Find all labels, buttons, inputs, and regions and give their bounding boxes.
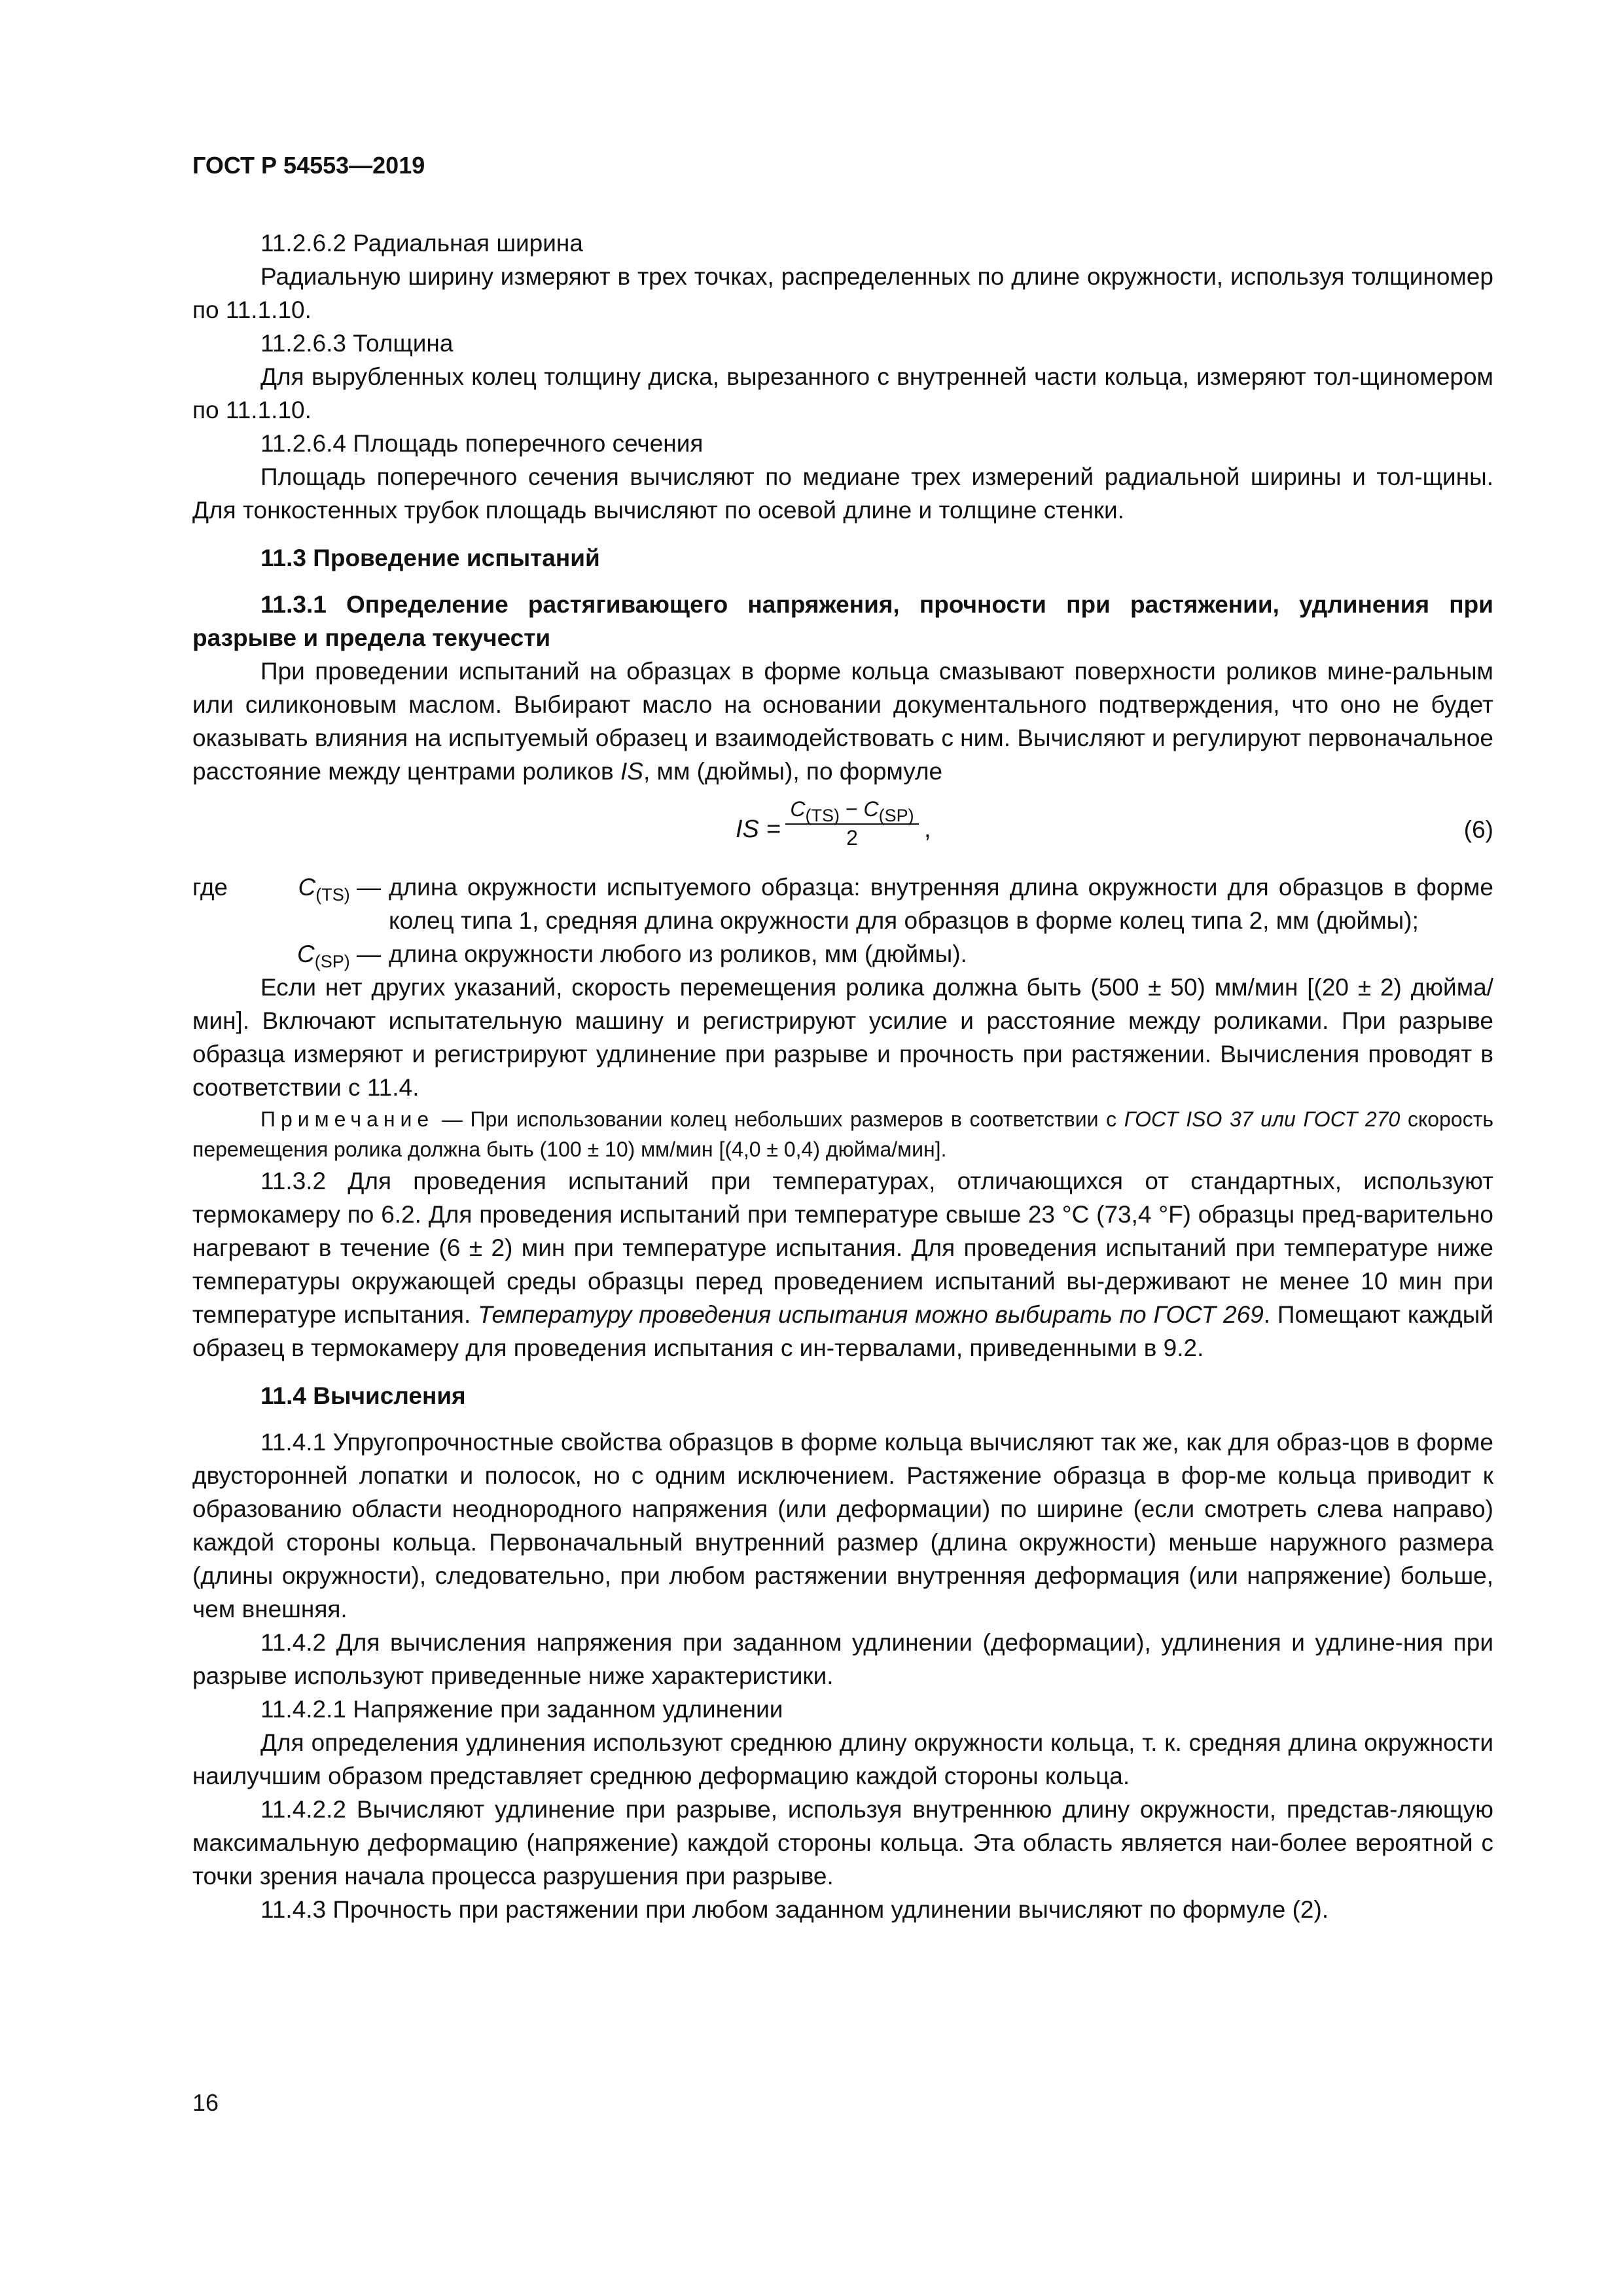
note-label: Примечание <box>260 1107 435 1131</box>
is-symbol: IS <box>620 758 643 785</box>
clause-11-2-6-3-text: Для вырубленных колец толщину диска, вырезанного с внутренней части кольца, измеряют тол-щиномером по 11.1.10. <box>192 363 1493 423</box>
clause-11-3-2-italic: Температуру проведения испытания можно выбирать по ГОСТ 269 <box>478 1301 1264 1328</box>
section-11-4-heading: 11.4 Вычисления <box>260 1382 466 1409</box>
clause-11-3-1-text-a: При проведении испытаний на образцах в форме кольца смазывают поверхности роликов мине-ральным или силиконовым маслом. Выбирают масло на основании документального подтверждения, что оно не будет оказывать влияния на испытуемый образец и взаимодействовать с ним. Вычисляют и регулируют первоначальное расстояние между центрами роликов <box>192 658 1493 785</box>
note: Примечание — При использовании колец небольших размеров в соответствии с ГОСТ ISO 37 или ГОСТ 270 скорость перемещения ролика должна быть (100 ± 10) мм/мин [(4,0 ± 0,4) дюйма/мин]. <box>192 1107 1494 1161</box>
clause-11-4-1: 11.4.1 Упругопрочностные свойства образцов в форме кольца вычисляют так же, как для образ-цов в форме двусторонней лопатки и полосок, но с одним исключением. Растяжение образца в фор-ме кольца приводит к образованию области неоднородного напряжения (или деформации) по ширине (если смотреть слева направо) каждой стороны кольца. Первоначальный внутренний размер (длина окружности) меньше наружного размера (длины окружности), следовательно, при любом растяжении внутренняя деформация (или напряжение) больше, чем внешняя. <box>192 1429 1493 1623</box>
clause-11-4-3: 11.4.3 Прочность при растяжении при любом заданном удлинении вычисляют по формуле (2). <box>260 1896 1329 1923</box>
clause-11-2-6-2-text: Радиальную ширину измеряют в трех точках, распределенных по длине окружности, используя толщиномер по 11.1.10. <box>192 263 1493 323</box>
document-body <box>192 226 1493 1926</box>
clause-11-2-6-3-title: 11.2.6.3 Толщина <box>260 330 454 357</box>
clause-11-3-1-text-b: , мм (дюймы), по формуле <box>643 758 943 785</box>
formula-lhs: IS = <box>736 816 781 843</box>
clause-11-3-1-heading: 11.3.1 Определение растягивающего напряжения, прочности при растяжении, удлинения при разрыве и предела текучести <box>192 591 1493 651</box>
clause-11-4-2-1-text: Для определения удлинения используют среднюю длину окружности кольца, т. к. средняя длина окружности наилучшим образом представляет среднюю деформацию каждой стороны кольца. <box>192 1729 1493 1789</box>
clause-11-4-2: 11.4.2 Для вычисления напряжения при заданном удлинении (деформации), удлинения и удлине-ния при разрыве используют приведенные ниже характеристики. <box>192 1629 1493 1689</box>
definition-c-sp-text: длина окружности любого из роликов, мм (дюймы). <box>389 941 967 967</box>
definition-c-sp <box>192 937 1493 971</box>
formula-comma: , <box>924 816 931 843</box>
clause-11-2-6-2-title: 11.2.6.2 Радиальная ширина <box>260 230 583 257</box>
note-reference: ГОСТ ISO 37 или ГОСТ 270 <box>1124 1107 1400 1131</box>
clause-11-4-2-1-title: 11.4.2.1 Напряжение при заданном удлинении <box>260 1696 783 1723</box>
page-number: 16 <box>192 2089 219 2116</box>
formula-number: (6) <box>1463 816 1493 843</box>
formula-fraction <box>783 795 921 851</box>
section-11-3-heading: 11.3 Проведение испытаний <box>260 545 600 571</box>
clause-11-4-2-2: 11.4.2.2 Вычисляют удлинение при разрыве, используя внутреннюю длину окружности, представ-ляющую максимальную деформацию (напряжение) каждой стороны кольца. Эта область является наи-более вероятной с точки зрения начала процесса разрушения при разрыве. <box>192 1796 1493 1890</box>
clause-11-3-2: 11.3.2 Для проведения испытаний при температурах, отличающихся от стандартных, используют термокамеру по 6.2. Для проведения испытаний при температуре свыше 23 °С (73,4 °F) образцы пред-варительно нагревают в течение (6 ± 2) мин при температуре испытания. Для проведения испытаний при температуре ниже температуры окружающей среды образцы перед проведением испытаний вы-держивают не менее 10 мин при температуре испытания. Температуру проведения испытания можно выбирать по ГОСТ 269. Помещают каждый образец в термокамеру для проведения испытания с ин-тервалами, приведенными в 9.2. <box>192 1168 1493 1361</box>
formula-6 <box>192 795 1493 860</box>
roller-speed-paragraph: Если нет других указаний, скорость перемещения ролика должна быть (500 ± 50) мм/мин [(20 ± 2) дюйма/мин]. Включают испытательную машину и регистрируют усилие и расстояние между роликами. При разрыве образца измеряют и регистрируют удлинение при разрыве и прочность при растяжении. Вычисления проводят в соответствии с 11.4. <box>192 974 1493 1101</box>
definition-c-ts <box>192 870 1493 937</box>
clause-11-3-1-text <box>192 655 1493 788</box>
definition-c-ts-term: где $C_{(TS)}$ — <box>192 874 381 905</box>
formula-numerator: $C_{(TS)} - C_{(SP)}$ <box>790 797 914 825</box>
definition-c-ts-text: длина окружности испытуемого образца: внутренняя длина окружности для образцов в форме колец типа 1, средняя длина окружности для образцов в форме колец типа 2, мм (дюймы); <box>389 874 1493 934</box>
clause-11-2-6-4-title: 11.2.6.4 Площадь поперечного сечения <box>260 430 704 457</box>
definition-c-sp-term: $C_{(SP)}$ — <box>296 941 381 971</box>
formula-denominator: 2 <box>846 826 858 850</box>
document-header: ГОСТ Р 54553—2019 <box>192 152 425 179</box>
clause-11-2-6-4-text: Площадь поперечного сечения вычисляют по медиане трех измерений радиальной ширины и тол-щины. Для тонкостенных трубок площадь вычисляют по осевой длине и толщине стенки. <box>192 463 1493 524</box>
